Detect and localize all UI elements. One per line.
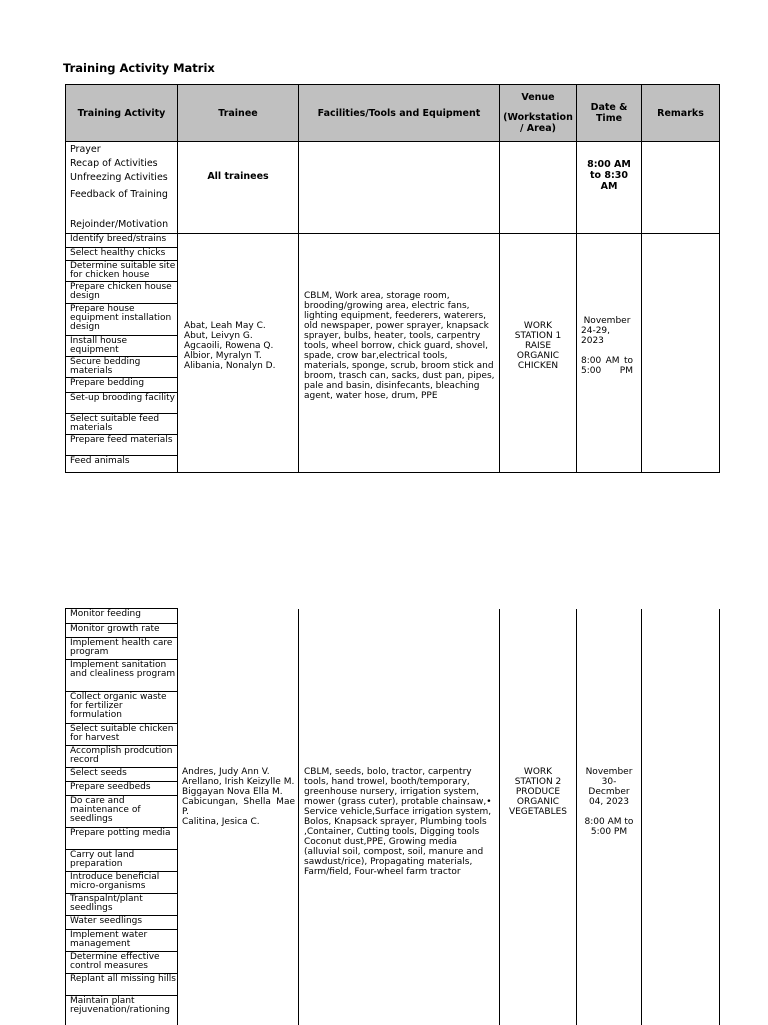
list-item: Prepare feed materials [66,434,177,455]
activity-cell [66,609,178,1025]
list-item: Prayer [70,144,101,155]
list-item: Select seeds [66,767,177,781]
table-row [66,142,720,234]
facilities-cell [299,142,500,234]
trainee-cell [178,609,299,1025]
list-item: Install house equipment [66,335,177,356]
list-item: Unfreezing Activities [70,172,168,183]
trainee-name: Abat, Leah May C. [184,321,266,331]
list-item: Prepare chicken house design [66,281,177,303]
header-venue: Venue (Workstation / Area) [500,85,577,142]
list-item: Select suitable feed materials [66,413,177,434]
list-item: Determine suitable site for chicken house [66,260,177,281]
list-item: Identify breed/strains [66,234,177,247]
trainee-cell: All trainees [178,142,299,234]
list-item: Collect organic waste for fertilizer formulation [66,691,177,723]
header-row [66,85,720,142]
trainee-name: Calitina, Jesica C. [182,816,260,827]
list-item: Recap of Activities [70,158,158,169]
facilities-cell: CBLM, seeds, bolo, tractor, carpentry tools, hand trowel, booth/temporary, greenhouse nursery, irrigation system, mower (grass cuter), protable chainsaw,• Service vehicle,Surface irrigation system, Bolos, Knapsack sprayer, Plumbing tools ,Container, Cutting tools, Digging tools Coconut dust,PPE, Growing media (alluvial soil, compost, soil, manure and sawdust/rice), Propagating materials, Farm/field, Four-wheel farm tractor [299,609,500,1025]
trainee-name: Albior, Myralyn T. [184,351,262,361]
date-time-cell: November 30- Decmber 04, 2023 8:00 AM to 5:00 PM [577,609,642,1025]
header-trainee: Trainee [178,85,299,142]
trainee-name: Cabicungan, Shella Mae P. [182,796,295,817]
header-facilities: Facilities/Tools and Equipment [299,85,500,142]
trainee-name: Agcaoili, Rowena Q. [184,341,274,351]
list-item: Set-up brooding facility [66,392,177,413]
list-item: Feedback of Training [70,189,168,200]
list-item: Transpalnt/plant seedlings [66,893,177,915]
trainee-name: Arellano, Irish Keizylle M. [182,776,295,787]
trainee-name: Abut, Leivyn G. [184,331,253,341]
trainee-cell [178,234,299,473]
header-remarks: Remarks [642,85,720,142]
list-item: Prepare seedbeds [66,781,177,795]
venue-cell [500,142,577,234]
list-item: Prepare potting media [66,827,177,849]
venue-cell: WORK STATION 1 RAISE ORGANIC CHICKEN [500,234,577,473]
list-item: Monitor feeding [66,609,177,623]
list-item: Prepare house equipment installation design [66,303,177,335]
header-date-time: Date & Time [577,85,642,142]
facilities-cell: CBLM, Work area, storage room, brooding/growing area, electric fans, lighting equipment, feederers, waterers, old newspaper, power sprayer, knapsack sprayer, bulbs, heater, tools, carpentry tools, wheel borrow, chick guard, shovel, spade, crow bar,electrical tools, materials, sponge, scrub, broom stick and broom, trasch can, sacks, dust pan, pipes, pale and basin, disinfecants, bleaching agent, water hose, drum, PPE [299,234,500,473]
activity-cell [66,142,178,234]
date-time-cell: November 24-29, 2023 8:00 AM to 5:00 PM [577,234,642,473]
list-item: Introduce beneficial micro-organisms [66,871,177,893]
remarks-cell [642,142,720,234]
activity-list [66,234,177,469]
list-item: Feed animals [70,455,130,466]
list-item: Secure bedding materials [66,356,177,377]
header-training-activity: Training Activity [66,85,178,142]
activity-cell [66,234,178,473]
table-row [66,234,720,473]
list-item: Implement water management [66,929,177,951]
list-item: Rejoinder/Motivation [70,219,169,230]
list-item: Carry out land preparation [66,849,177,871]
trainee-name: Alibania, Nonalyn D. [184,361,276,371]
trainee-name: Andres, Judy Ann V. [182,766,270,777]
list-item: Implement health care program [66,637,177,659]
activity-list [66,609,177,1017]
list-item: Replant all missing hills [66,973,177,995]
list-item: Determine effective control measures [66,951,177,973]
list-item: Select suitable chicken for harvest [66,723,177,745]
list-item: Select healthy chicks [66,247,177,260]
training-matrix-table [65,84,720,473]
list-item: Do care and maintenance of seedlings [66,795,177,827]
trainee-name: Biggayan Nova Ella M. [182,786,283,797]
list-item: Water seedlings [66,915,177,929]
remarks-cell [642,609,720,1025]
list-item: Prepare bedding [66,377,177,392]
remarks-cell [642,234,720,473]
training-matrix-table-continued [65,608,720,1025]
document-title: Training Activity Matrix [63,61,215,75]
list-item: Monitor growth rate [66,623,177,637]
table-row [66,609,720,1025]
list-item: Maintain plant rejuvenation/rationing [70,995,170,1015]
list-item: Implement sanitation and clealiness program [66,659,177,691]
venue-cell: WORK STATION 2 PRODUCE ORGANIC VEGETABLES [500,609,577,1025]
date-time-cell: 8:00 AM to 8:30 AM [577,142,642,234]
list-item: Accomplish prodcution record [66,745,177,767]
